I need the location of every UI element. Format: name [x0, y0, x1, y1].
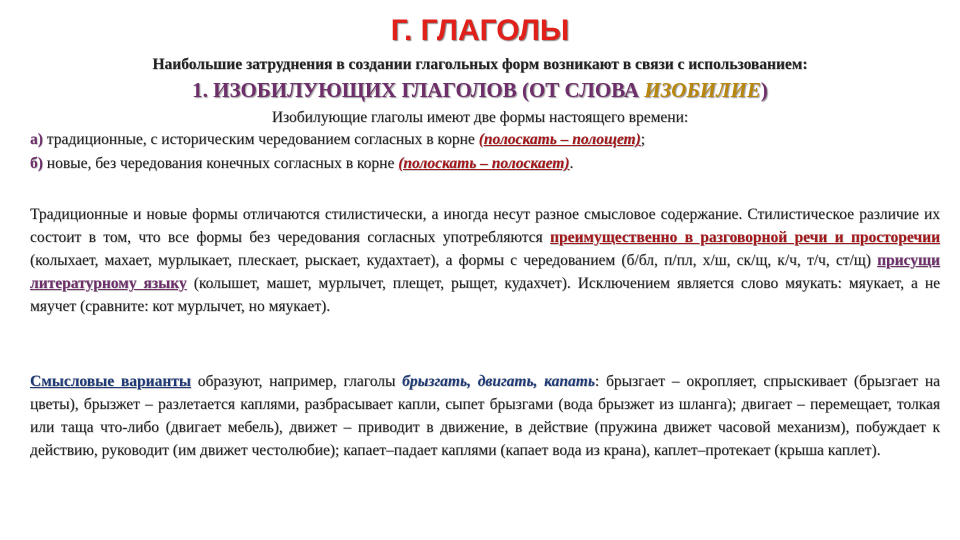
paragraph-stylistic: [30, 203, 940, 318]
list-text: новые, без чередования конечных согласных в корне: [42, 155, 399, 172]
intro-text: Наибольшие затруднения в создании глагольных форм возникают в связи с использованием:: [152, 56, 808, 73]
para2-text-1: образуют, например, глаголы: [190, 373, 403, 390]
list-example: (полоскать – полощет): [478, 131, 641, 148]
list-letter: б): [30, 155, 43, 172]
para2-verbs: брызгать, двигать, капать: [402, 373, 595, 390]
list-end: ;: [640, 131, 646, 148]
para1-text-2: (колыхает, махает, мурлыкает, плескает, рыскает, кудахтает), а формы с чередованием (б/бл, п/пл, х/ш, ск/щ, к/ч, т/ч, ст/щ): [30, 252, 878, 269]
heading-main: 1. ИЗОБИЛУЮЩИХ ГЛАГОЛОВ (ОТ СЛОВА: [192, 78, 645, 102]
list-letter: а): [30, 131, 43, 148]
para1-highlight-literary: присущи литературному языку: [30, 252, 940, 292]
list-item: [30, 155, 940, 173]
heading-word: ИЗОБИЛИЕ: [644, 78, 761, 102]
list-item: [30, 131, 940, 149]
subheading: Изобилующие глаголы имеют две формы настоящего времени:: [271, 109, 689, 126]
para1-text-3: (колышет, машет, мурлычет, плещет, рыщет, кудахчет). Исключением является слово мяукать: мяукает, а не мяучет (сравните: кот мурлычет, но мяукает).: [30, 275, 940, 315]
list-end: .: [569, 155, 574, 172]
list-text: традиционные, с историческим чередованием согласных в корне: [42, 131, 479, 148]
slide-title: Г. ГЛАГОЛЫ: [390, 14, 570, 47]
para2-text-2: : брызгает – окропляет, спрыскивает (брызгает на цветы), брызжет – разлетается каплями, разбрасывает капли, сыпет брызгами (вода брызжет из шланга); двигает – перемещает, толкая или таща что-либо (двигает мебель), движет – приводит в движение, в действие (пружина движет часовой механизм), побуждает к действию, руководит (им движет честолюбие); капает–падает каплями (капает вода из крана), каплет–протекает (крыша каплет).: [30, 373, 940, 459]
para1-text-1: Традиционные и новые формы отличаются стилистически, а иногда несут разное смысловое содержание. Стилистическое различие их состоит в том, что все формы без чередования согласных употребляются: [30, 206, 940, 246]
list-example: (полоскать – полоскает): [398, 155, 570, 172]
para2-highlight: Смысловые варианты: [30, 373, 191, 390]
heading-close: ): [760, 78, 768, 102]
paragraph-semantic: [30, 370, 940, 462]
section-heading: [0, 78, 960, 103]
para1-highlight-colloquial: преимущественно в разговорной речи и просторечии: [550, 229, 940, 246]
